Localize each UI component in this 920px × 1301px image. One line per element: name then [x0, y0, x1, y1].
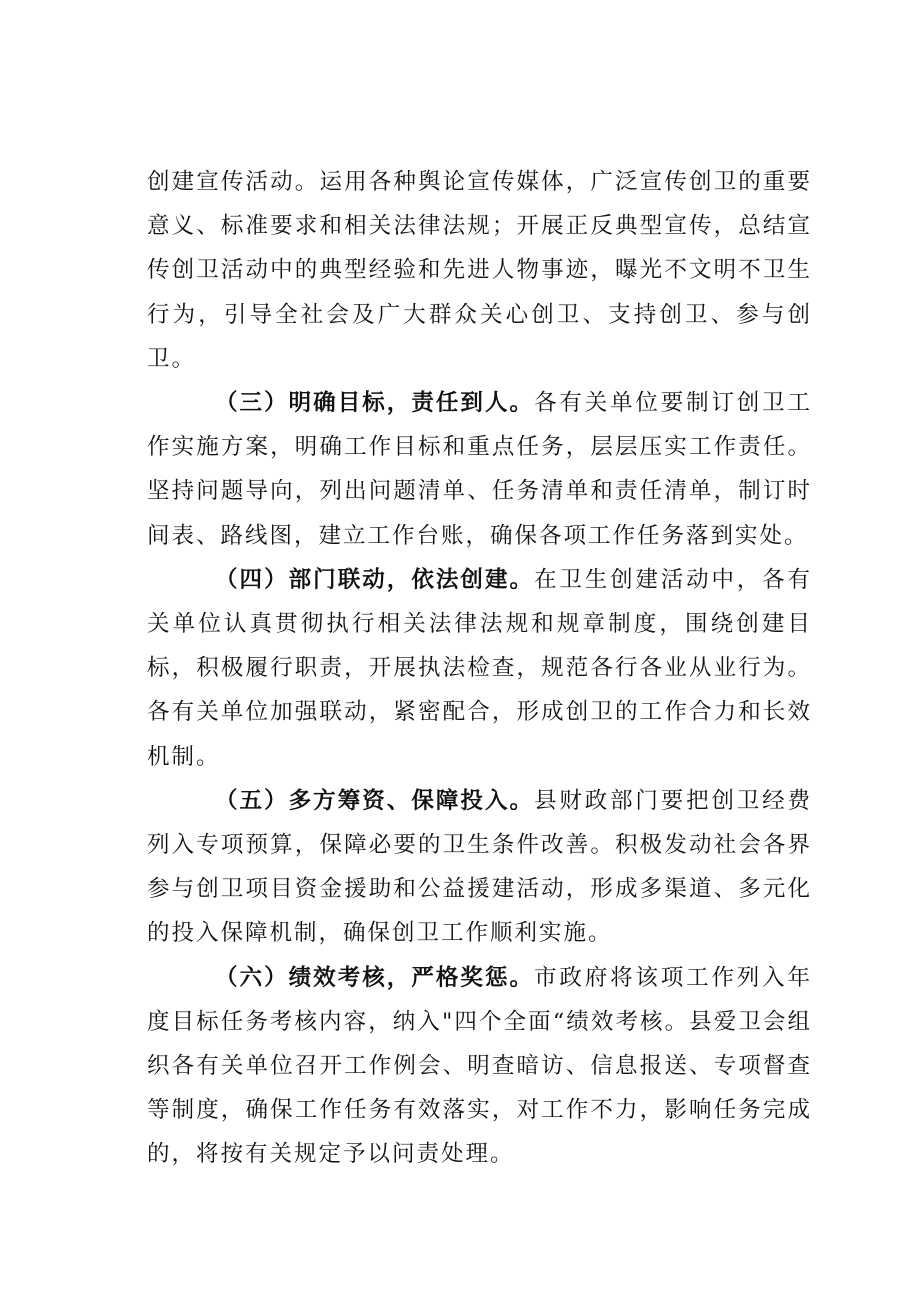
section-heading: （五）多方筹资、保障投入。 [215, 787, 535, 814]
paragraph-text: 市政府将该项工作列入年度目标任务考核内容，纳入"四个全面“绩效考核。县爱卫会组织各有关单位召开工作例会、明查暗访、信息报送、专项督查等制度，确保工作任务有效落实，对工作不力，影响任务完成的，将按有关规定予以问责处理。 [147, 964, 812, 1168]
paragraph-section-5 [147, 779, 812, 956]
paragraph-section-4 [147, 558, 812, 779]
section-heading: （六）绩效考核，严格奖惩。 [215, 964, 535, 991]
paragraph-text: 县财政部门要把创卫经费列入专项预算，保障必要的卫生条件改善。积极发动社会各界参与创卫项目资金援助和公益援建活动，形成多渠道、多元化的投入保障机制，确保创卫工作顺利实施。 [147, 787, 812, 947]
paragraph-text: 各有关单位要制订创卫工作实施方案，明确工作目标和重点任务，层层压实工作责任。坚持问题导向，列出问题清单、任务清单和责任清单，制订时间表、路线图，建立工作台账，确保各项工作任务落到实处。 [147, 390, 812, 549]
paragraph-text: 在卫生创建活动中，各有关单位认真贯彻执行相关法律法规和规章制度，围绕创建目标，积极履行职责，开展执法检查，规范各行各业从业行为。各有关单位加强联动，紧密配合，形成创卫的工作合力和长效机制。 [147, 566, 812, 770]
document-body [147, 160, 812, 1177]
paragraph-section-6 [147, 956, 812, 1177]
section-heading: （三）明确目标，责任到人。 [215, 390, 535, 417]
section-heading: （四）部门联动，依法创建。 [215, 566, 535, 593]
paragraph-section-3 [147, 381, 812, 558]
paragraph-text: 创建宣传活动。运用各种舆论宣传媒体，广泛宣传创卫的重要意义、标准要求和相关法律法规；开展正反典型宣传，总结宣传创卫活动中的典型经验和先进人物事迹，曝光不文明不卫生行为，引导全社会及广大群众关心创卫、支持创卫、参与创卫。 [147, 169, 812, 372]
paragraph-publicity [147, 160, 812, 381]
